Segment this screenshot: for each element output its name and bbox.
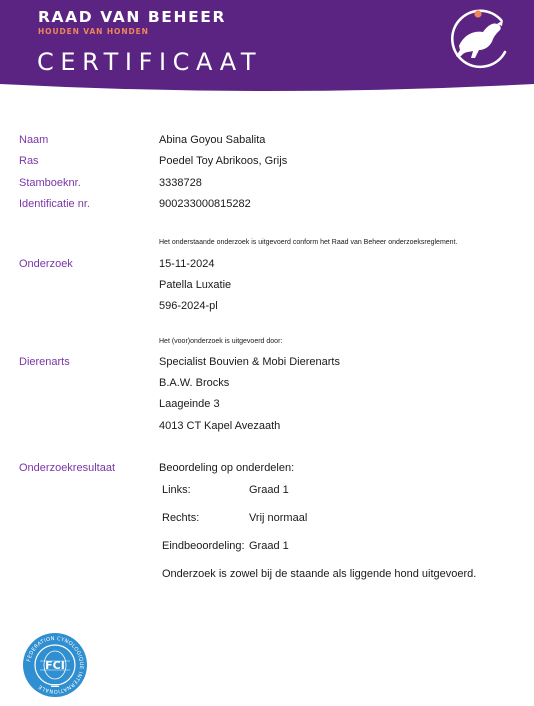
dierenarts-city: 4013 CT Kapel Avezaath <box>159 420 281 432</box>
page-title: CERTIFICAAT <box>37 48 263 76</box>
onderzoek-type: Patella Luxatie <box>159 279 232 291</box>
part-value: Graad 1 <box>249 484 289 496</box>
dierenarts-label: Dierenarts <box>19 356 70 368</box>
ras-label: Ras <box>19 155 39 167</box>
resultaat-intro: Beoordeling op onderdelen: <box>159 462 295 474</box>
onderzoek-number: 596-2024-pl <box>159 300 218 312</box>
certificate-header <box>0 0 534 112</box>
fci-seal-icon <box>22 632 88 698</box>
dierenarts-practice: Specialist Bouvien & Mobi Dierenarts <box>159 356 340 368</box>
stamboeknr-label: Stamboeknr. <box>19 177 81 189</box>
part-name: Links: <box>162 484 191 496</box>
regulation-note: Het onderstaande onderzoek is uitgevoerd conform het Raad van Beheer onderzoeksreglement. <box>159 239 458 246</box>
performed-by-note: Het (voor)onderzoek is uitgevoerd door: <box>159 338 283 345</box>
ras-value: Poedel Toy Abrikoos, Grijs <box>159 155 288 167</box>
part-value: Vrij normaal <box>249 512 308 524</box>
resultaat-footnote: Onderzoek is zowel bij de staande als liggende hond uitgevoerd. <box>162 568 477 580</box>
dog-circle-logo-icon <box>447 6 513 72</box>
identificatie-label: Identificatie nr. <box>19 198 90 210</box>
fci-center-text: FCI <box>45 659 65 672</box>
brand-tagline: HOUDEN VAN HONDEN <box>38 27 149 36</box>
dierenarts-street: Laageinde 3 <box>159 398 220 410</box>
part-name: Eindbeoordeling: <box>162 540 245 552</box>
brand-name: RAAD VAN BEHEER <box>38 8 226 26</box>
dierenarts-name: B.A.W. Brocks <box>159 377 230 389</box>
fci-ring-text: FEDERATION CYNOLOGIQUE INTERNATIONALE <box>26 635 85 695</box>
part-value: Graad 1 <box>249 540 289 552</box>
onderzoek-date: 15-11-2024 <box>159 258 215 270</box>
onderzoek-label: Onderzoek <box>19 258 73 270</box>
resultaat-label: Onderzoekresultaat <box>19 462 115 474</box>
part-name: Rechts: <box>162 512 200 524</box>
identificatie-value: 900233000815282 <box>159 198 251 210</box>
stamboeknr-value: 3338728 <box>159 177 202 189</box>
naam-label: Naam <box>19 134 49 146</box>
naam-value: Abina Goyou Sabalita <box>159 134 266 146</box>
